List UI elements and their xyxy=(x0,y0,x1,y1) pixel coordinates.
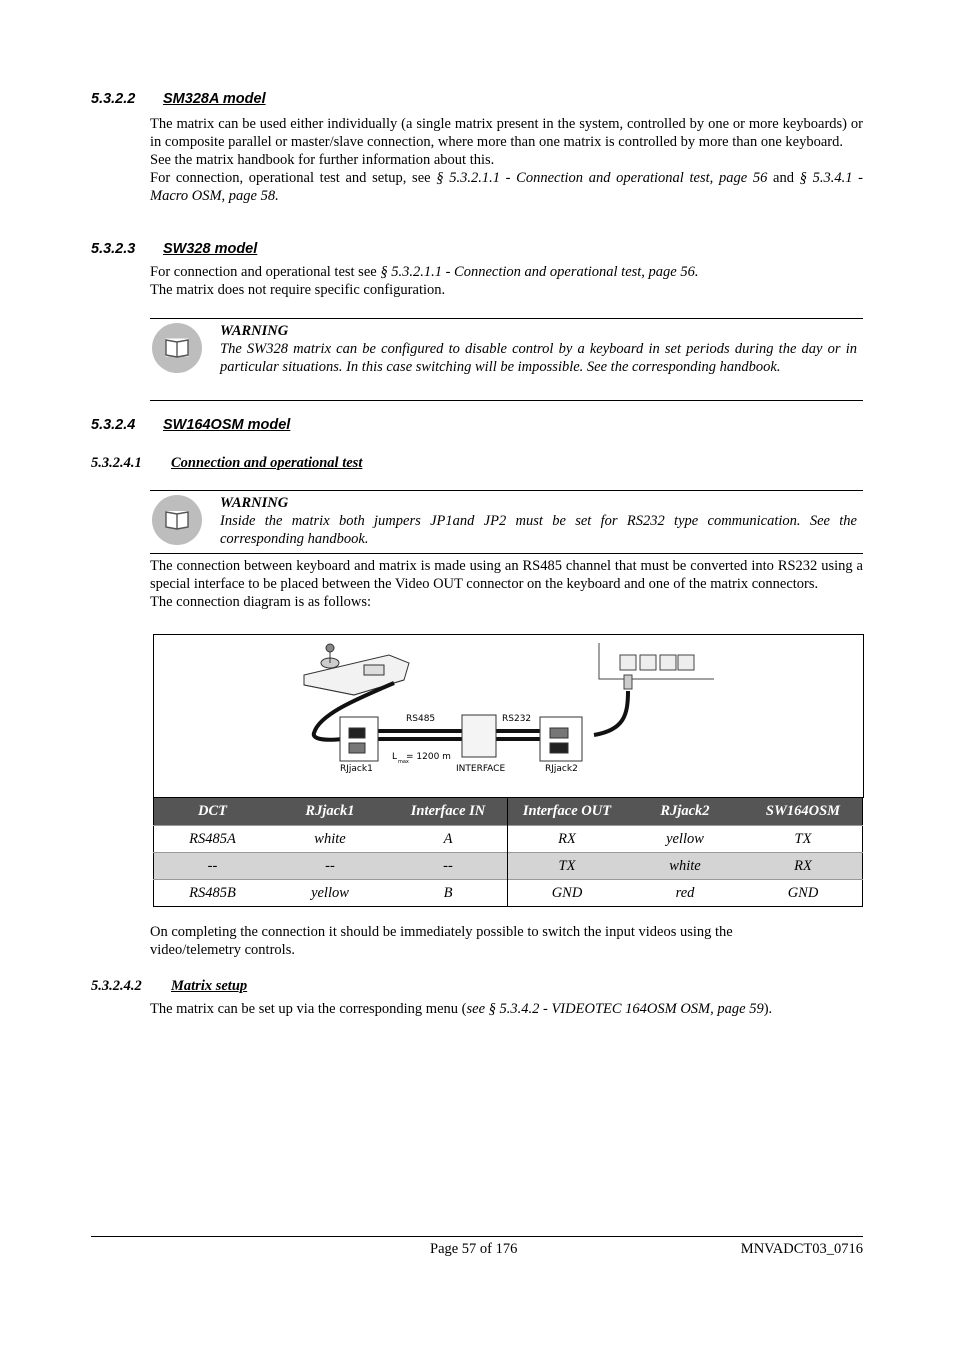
rs232-label: RS232 xyxy=(502,714,532,724)
table-cell: -- xyxy=(389,853,508,880)
table-header-row xyxy=(154,798,863,826)
paragraph-5323: For connection and operational test see § 5.3.2.1.1 - Connection and operational test, page 56. The matrix does not require specific configuration. xyxy=(150,264,699,298)
connection-diagram xyxy=(153,634,864,798)
table-cell: RS485A xyxy=(154,826,272,853)
rjjack2-box xyxy=(540,717,582,761)
table-row xyxy=(154,826,863,853)
table-header: Interface OUT xyxy=(508,798,627,826)
table-row xyxy=(154,880,863,907)
section-heading-53242: 5.3.2.4.2 Matrix setup xyxy=(91,978,248,994)
table-cell: yellow xyxy=(271,880,389,907)
warning-box xyxy=(150,318,863,401)
section-heading-5324: 5.3.2.4 SW164OSM model xyxy=(91,417,291,433)
warning-text: Inside the matrix both jumpers JP1and JP2 must be set for RS232 type communication. See the corresponding handbook. xyxy=(220,513,857,547)
paragraph-53241: The connection between keyboard and matrix is made using an RS485 channel that must be converted into RS232 using a special interface to be placed between the Video OUT connector on the keyboard and one of the matrix connectors. The connection diagram is as follows: xyxy=(150,558,863,610)
table-cell: RX xyxy=(744,853,863,880)
table-cell: B xyxy=(389,880,508,907)
book-icon xyxy=(152,495,202,545)
table-cell: TX xyxy=(744,826,863,853)
book-icon xyxy=(152,323,202,373)
lmax-value: = 1200 m xyxy=(406,752,451,762)
table-cell: A xyxy=(389,826,508,853)
cross-reference-link[interactable]: § 5.3.2.1.1 - Connection and operational test, page 56 xyxy=(436,170,768,186)
document-code: MNVADCT03_0716 xyxy=(740,1241,863,1257)
table-cell: GND xyxy=(744,880,863,907)
page-number: Page 57 of 176 xyxy=(430,1241,518,1257)
paragraph-5322: The matrix can be used either individually (a single matrix present in the system, controlled by one or more keyboards) or in composite parallel or master/slave connection, where more than one matrix is controlled by more than one keyboard. See the matrix handbook for further information about this. For connection, operational test and setup, see § 5.3.2.1.1 - Connection and operational test, page 56 and § 5.3.4.1 - Macro OSM, page 58. xyxy=(150,116,863,204)
table-header: RJjack2 xyxy=(626,798,744,826)
connection-table xyxy=(153,797,863,907)
table-header: SW164OSM xyxy=(744,798,863,826)
table-cell: red xyxy=(626,880,744,907)
warning-title: WARNING xyxy=(220,323,289,339)
paragraph-after-table: On completing the connection it should be immediately possible to switch the input videos using the video/telemetry controls. xyxy=(150,924,733,958)
warning-title: WARNING xyxy=(220,495,289,511)
table-cell: white xyxy=(626,853,744,880)
interface-box xyxy=(462,715,496,757)
section-heading-53241: 5.3.2.4.1 Connection and operational test xyxy=(91,455,363,471)
matrix-illustration xyxy=(599,643,714,689)
table-header: Interface IN xyxy=(389,798,508,826)
keyboard-illustration xyxy=(304,644,409,695)
table-cell: RS485B xyxy=(154,880,272,907)
table-header: DCT xyxy=(154,798,272,826)
table-cell: TX xyxy=(508,853,627,880)
rjjack2-label: RJjack2 xyxy=(545,764,578,774)
rjjack1-label: RJjack1 xyxy=(340,764,373,774)
section-heading-5322: 5.3.2.2 SM328A model xyxy=(91,91,266,107)
table-cell: yellow xyxy=(626,826,744,853)
table-cell: -- xyxy=(271,853,389,880)
rjjack1-box xyxy=(340,717,378,761)
table-cell: GND xyxy=(508,880,627,907)
table-row xyxy=(154,853,863,880)
table-cell: white xyxy=(271,826,389,853)
lmax-subscript: max xyxy=(398,759,409,765)
warning-text: The SW328 matrix can be configured to disable control by a keyboard in set periods during the day or in particular situations. In this case switching will be impossible. See the corresponding handbook. xyxy=(220,341,857,375)
table-cell: RX xyxy=(508,826,627,853)
cross-reference-link[interactable]: § 5.3.2.1.1 - Connection and operational test, page 56. xyxy=(380,264,699,280)
table-cell: -- xyxy=(154,853,272,880)
footer-divider xyxy=(91,1236,863,1237)
lmax-label: L xyxy=(392,752,398,762)
interface-label: INTERFACE xyxy=(456,764,506,774)
section-heading-5323: 5.3.2.3 SW328 model xyxy=(91,241,258,257)
cross-reference-link[interactable]: § 5.3.4.1 - Macro OSM, page 58. xyxy=(150,170,863,204)
paragraph-53242: The matrix can be set up via the corresponding menu (see § 5.3.4.2 - VIDEOTEC 164OSM OSM, page 59). xyxy=(150,1001,773,1017)
rs485-label: RS485 xyxy=(406,714,436,724)
warning-box xyxy=(150,490,863,554)
cross-reference-link[interactable]: see § 5.3.4.2 - VIDEOTEC 164OSM OSM, page 59 xyxy=(466,1001,764,1017)
table-header: RJjack1 xyxy=(271,798,389,826)
